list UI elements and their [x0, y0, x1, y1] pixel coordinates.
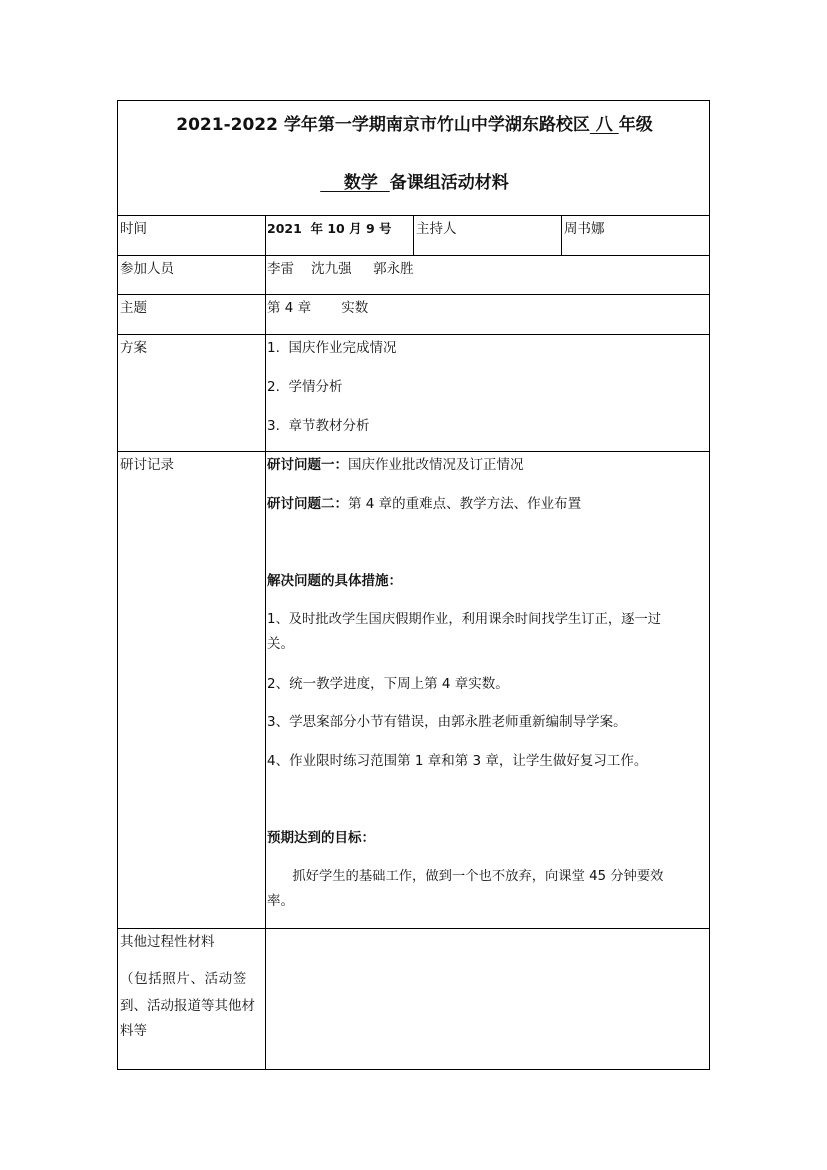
measure-2: 2、统一教学进度，下周上第 4 章实数。 [267, 676, 509, 692]
other-materials-note-line-1: （包括照片、活动签 [120, 971, 247, 987]
other-materials-note-line-3: 料等 [120, 1023, 147, 1039]
issue-2-text: 第 4 章的重难点、教学方法、作业布置 [348, 496, 582, 512]
issue-2-label: 研讨问题二： [267, 496, 348, 512]
issue-1 [267, 456, 524, 474]
host-value: 周书娜 [564, 221, 605, 237]
grade-value: 八 [589, 115, 619, 135]
issue-2 [267, 495, 581, 513]
measure-1-line-1: 1、及时批改学生国庆假期作业，利用课余时间找学生订正，逐一过 [267, 612, 662, 627]
goal-line-2: 率。 [267, 893, 294, 909]
column-divider [561, 215, 562, 255]
column-divider [265, 215, 266, 1070]
host-label: 主持人 [416, 221, 457, 237]
row-divider [118, 928, 709, 929]
row-divider [118, 255, 709, 256]
other-materials-label: 其他过程性材料 [120, 934, 215, 950]
participants-label: 参加人员 [120, 261, 174, 277]
time-label: 时间 [120, 221, 147, 237]
title-line-2 [118, 171, 711, 195]
time-value: 2021 年 10 月 9 号 [267, 221, 392, 236]
row-divider [118, 334, 709, 335]
grade-suffix: 年级 [618, 115, 653, 135]
measures-heading: 解决问题的具体措施： [267, 573, 402, 589]
measure-3: 3、学思案部分小节有错误，由郭永胜老师重新编制导学案。 [267, 714, 627, 730]
issue-1-text: 国庆作业批改情况及订正情况 [348, 457, 524, 473]
measure-4: 4、作业限时练习范围第 1 章和第 3 章，让学生做好复习工作。 [267, 753, 648, 769]
other-materials-note-line-2: 到、活动报道等其他材 [120, 998, 255, 1014]
issue-1-label: 研讨问题一： [267, 457, 348, 473]
measure-1-line-2: 关。 [267, 636, 294, 652]
title-suffix: 备课组活动材料 [389, 173, 509, 193]
row-divider [118, 451, 709, 452]
goal-heading: 预期达到的目标： [267, 830, 375, 846]
plan-item: 2. 学情分析 [267, 379, 343, 395]
topic-value: 第 4 章 实数 [267, 300, 369, 316]
plan-label: 方案 [120, 340, 147, 356]
row-divider [118, 294, 709, 295]
title-prefix: 2021-2022 学年第一学期南京市竹山中学湖东路校区 [176, 115, 590, 135]
activity-table [117, 100, 710, 1070]
goal-line-1: 抓好学生的基础工作，做到一个也不放弃，向课堂 45 分钟要效 [267, 869, 664, 884]
title-line-1 [118, 113, 711, 137]
topic-label: 主题 [120, 300, 147, 316]
plan-item: 1. 国庆作业完成情况 [267, 340, 397, 356]
subject-value: 数学 [320, 173, 390, 193]
record-label: 研讨记录 [120, 457, 174, 473]
plan-item: 3. 章节教材分析 [267, 418, 370, 434]
column-divider [413, 215, 414, 255]
participants-value: 李雷 沈九强 郭永胜 [267, 261, 414, 277]
